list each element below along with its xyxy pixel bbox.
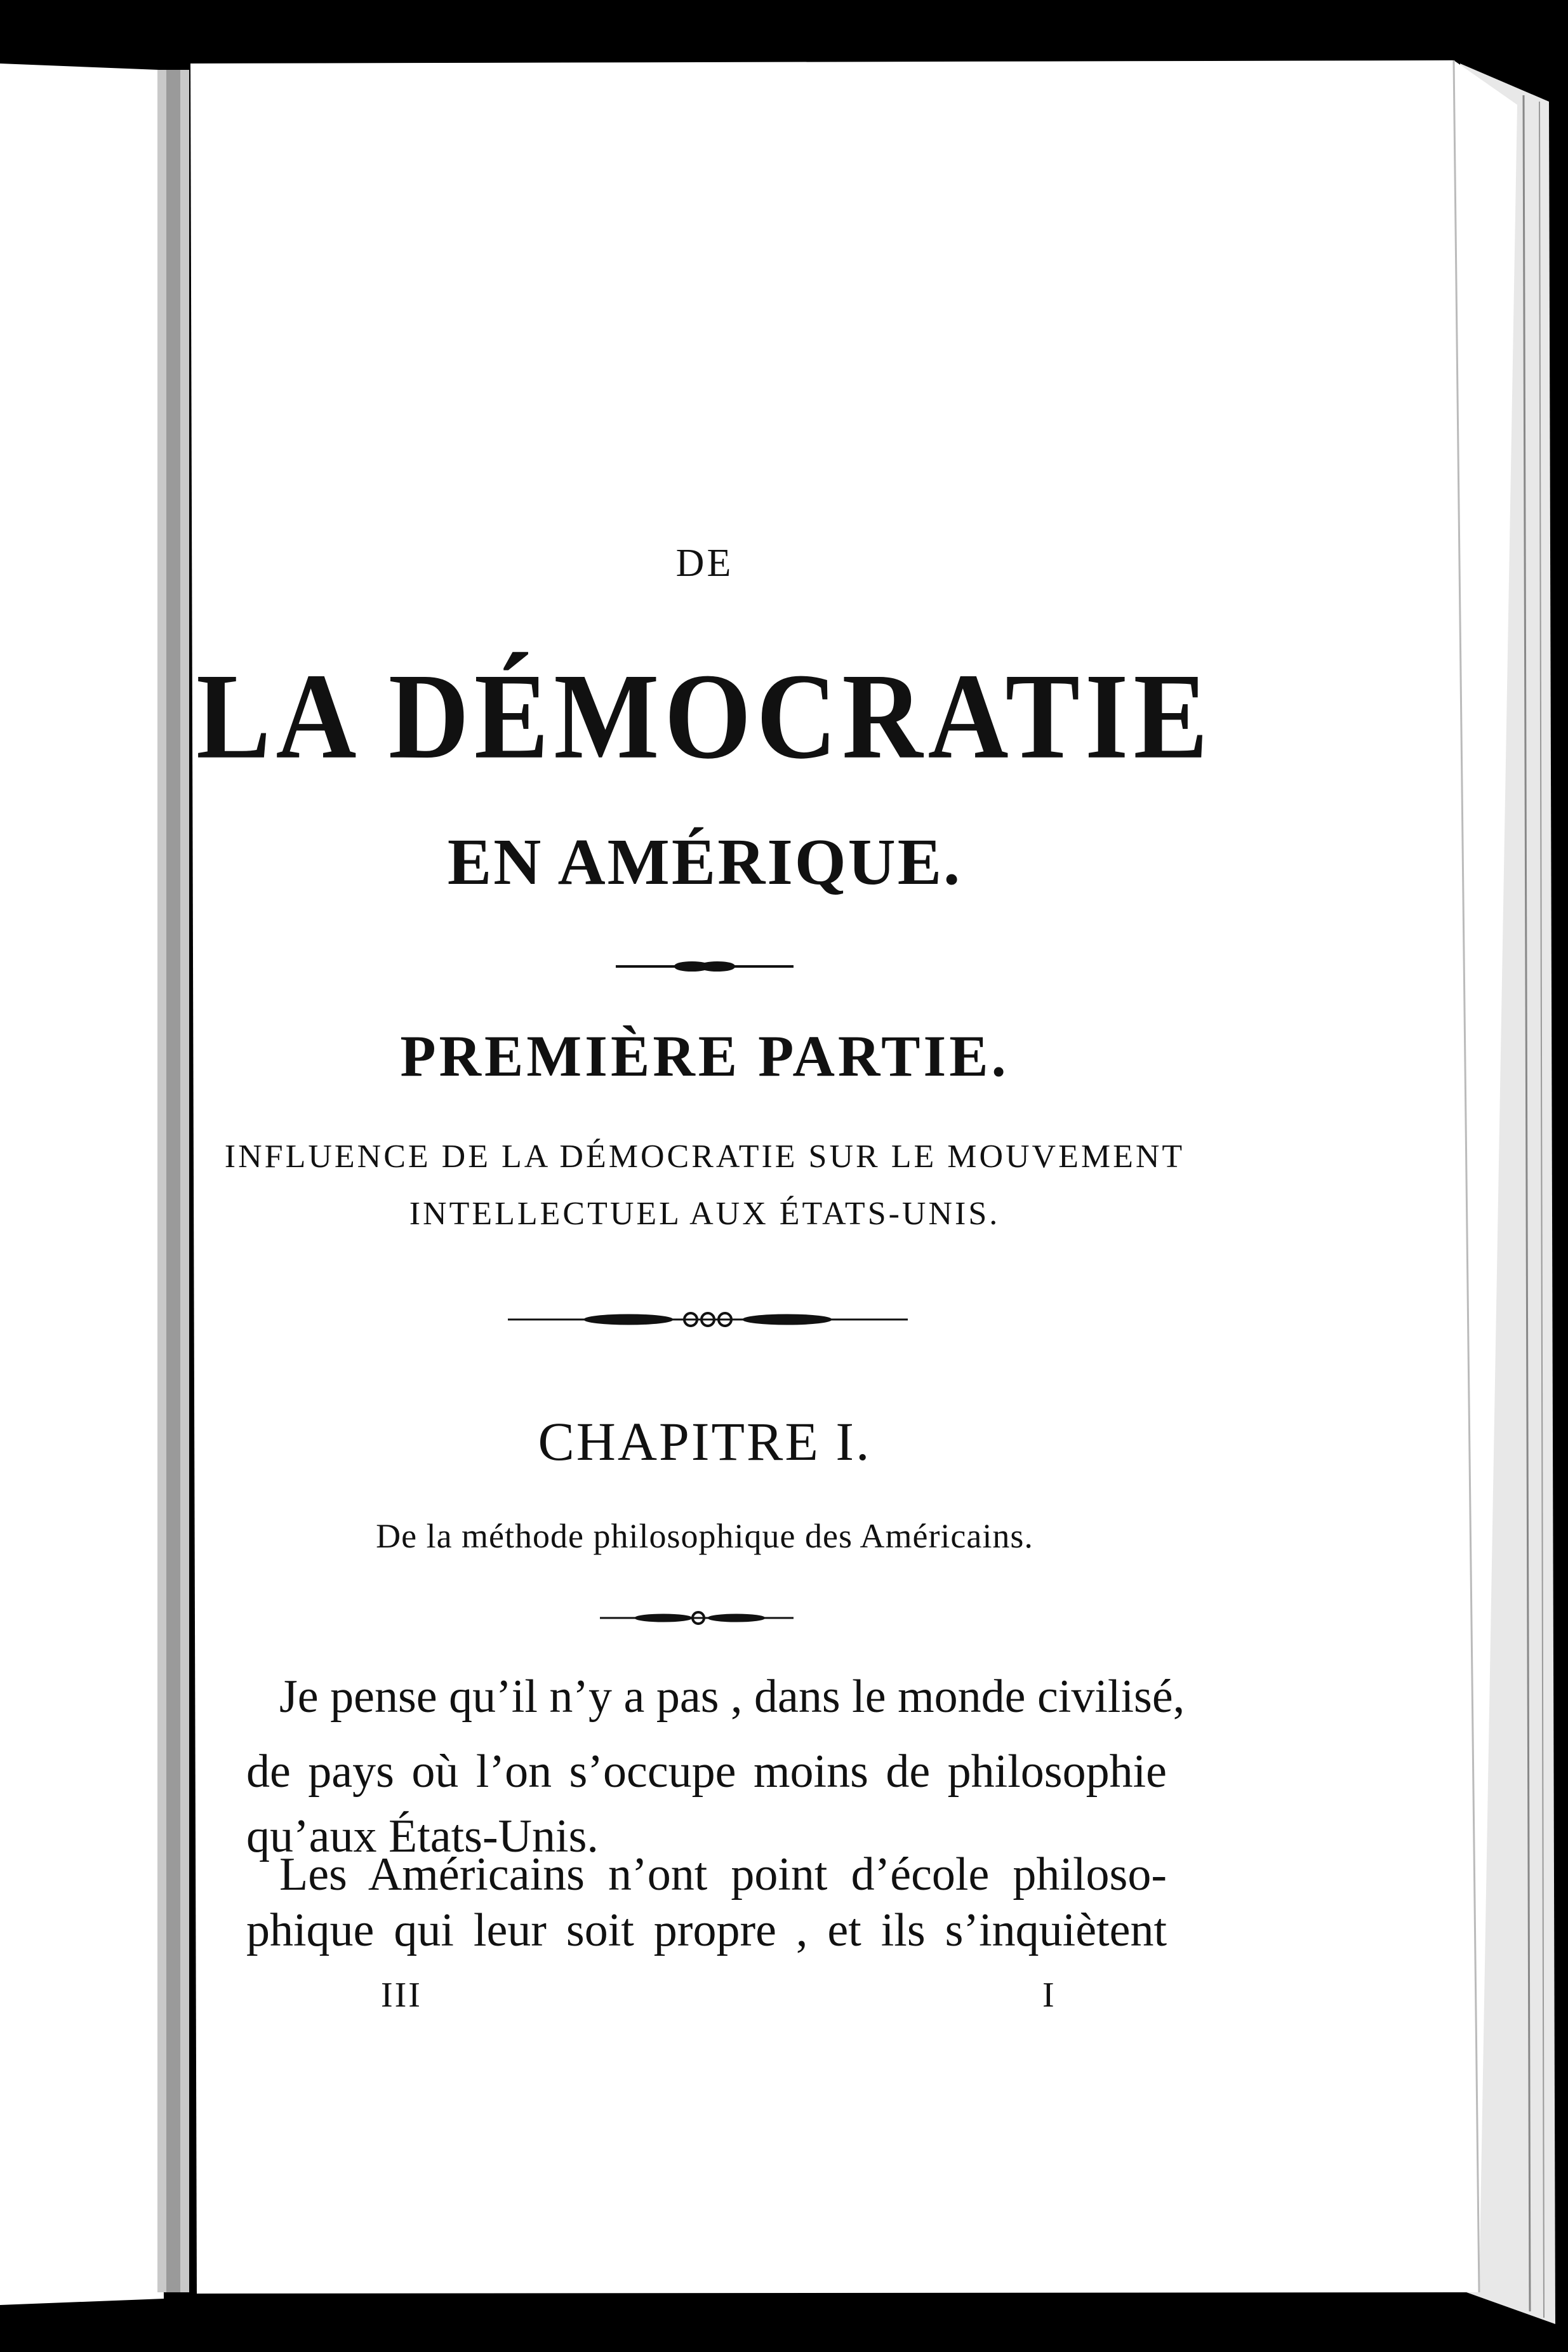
book-title: LA DÉMOCRATIE	[196, 648, 1213, 785]
part-subtitle-line-1: INFLUENCE DE LA DÉMOCRATIE SUR LE MOUVEMENT	[224, 1139, 1185, 1175]
signature-mark-right: I	[1042, 1975, 1056, 2015]
main-page	[190, 60, 1517, 2294]
heading-de: DE	[675, 542, 734, 585]
body-text-line: phique qui leur soit propre , et ils s’inquiètent	[246, 1904, 1167, 1956]
part-subtitle-line-2: INTELLECTUEL AUX ÉTATS-UNIS.	[409, 1196, 1000, 1232]
book-subtitle: EN AMÉRIQUE.	[447, 825, 962, 899]
body-text-line: Les Américains n’ont point d’école philoso-	[279, 1848, 1167, 1901]
chapter-heading: CHAPITRE I.	[538, 1411, 872, 1472]
signature-mark-left: III	[381, 1975, 422, 2015]
part-heading: PREMIÈRE PARTIE.	[400, 1024, 1009, 1088]
chapter-subtitle: De la méthode philosophique des Américains.	[376, 1517, 1033, 1555]
body-text-line: qu’aux États-Unis.	[246, 1810, 599, 1862]
body-text-line: Je pense qu’il n’y a pas , dans le monde civilisé,	[279, 1671, 1185, 1723]
body-text-line: de pays où l’on s’occupe moins de philosophie	[246, 1746, 1167, 1798]
left-facing-page	[0, 63, 164, 2305]
